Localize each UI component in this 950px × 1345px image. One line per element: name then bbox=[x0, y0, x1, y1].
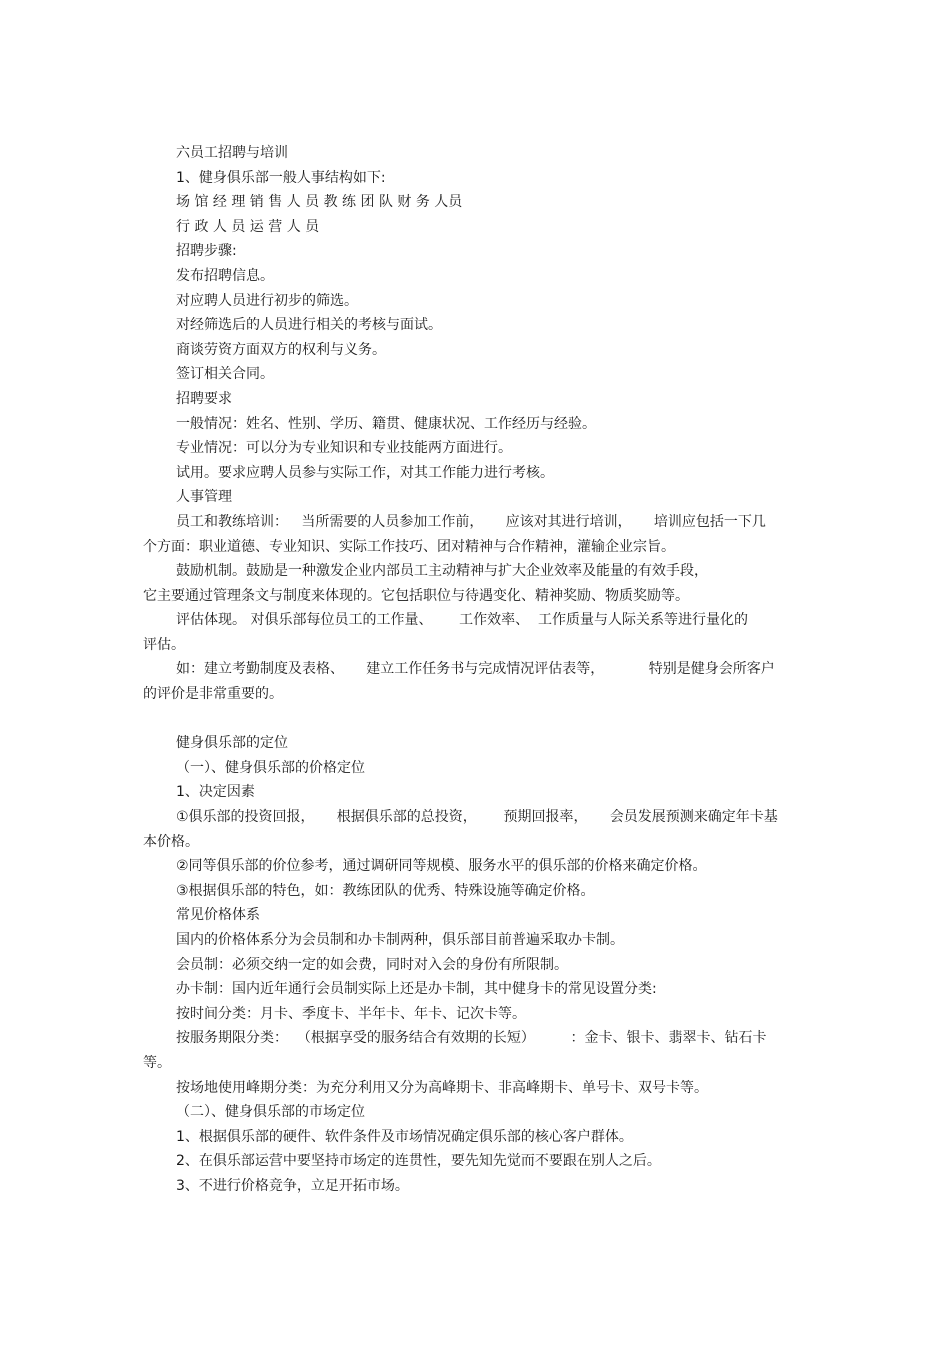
section-heading-positioning: 健身俱乐部的定位 bbox=[176, 735, 288, 752]
step-line: 商谈劳资方面双方的权利与义务。 bbox=[176, 341, 386, 358]
market-line: 2、在俱乐部运营中要坚持市场定的连贯性，要先知先觉而不要跟在别人之后。 bbox=[176, 1153, 661, 1170]
step-line: 签订相关合同。 bbox=[176, 366, 274, 383]
subheading-decision-factors: 1、决定因素 bbox=[176, 784, 255, 801]
factor-line1: ①俱乐部的投资回报， 根据俱乐部的总投资， 预期回报率， 会员发展预测来确定年卡基 bbox=[176, 809, 778, 826]
subheading-market-positioning: （二）、健身俱乐部的市场定位 bbox=[176, 1104, 365, 1121]
price-system-line: 国内的价格体系分为会员制和办卡制两种，俱乐部目前普遍采取办卡制。 bbox=[176, 932, 624, 948]
requirement-line: 试用。要求应聘人员参与实际工作，对其工作能力进行考核。 bbox=[176, 464, 554, 481]
paragraph-line: 1、健身俱乐部一般人事结构如下: bbox=[176, 169, 386, 186]
section-heading-recruitment: 六员工招聘与培训 bbox=[176, 145, 288, 161]
market-line: 3、不进行价格竞争，立足开拓市场。 bbox=[176, 1177, 409, 1194]
blank-line bbox=[143, 707, 803, 732]
paragraph-example-line2: 的评价是非常重要的。 bbox=[143, 686, 283, 703]
factor-line1-cont: 本价格。 bbox=[143, 833, 199, 850]
paragraph-evaluation-line1: 评估体现。 对俱乐部每位员工的工作量、 工作效率、 工作质量与人际关系等进行量化的 bbox=[176, 612, 749, 629]
subheading-hr-management: 人事管理 bbox=[176, 489, 232, 506]
requirement-line: 一般情况：姓名、性别、学历、籍贯、健康状况、工作经历与经验。 bbox=[176, 415, 596, 432]
factor-line2: ②同等俱乐部的价位参考，通过调研同等规模、服务水平的俱乐部的价格来确定价格。 bbox=[176, 858, 707, 875]
subheading-recruit-requirements: 招聘要求 bbox=[176, 390, 232, 407]
subheading-price-system: 常见价格体系 bbox=[176, 907, 260, 924]
structure-roles-line: 行 政 人 员 运 营 人 员 bbox=[176, 218, 320, 235]
paragraph-evaluation-line2: 评估。 bbox=[143, 636, 185, 653]
card-type-line-cont: 等。 bbox=[143, 1054, 171, 1071]
price-system-line: 办卡制：国内近年通行会员制实际上还是办卡制，其中健身卡的常见设置分类: bbox=[176, 981, 657, 998]
paragraph-training-line1: 员工和教练培训： 当所需要的人员参加工作前， 应该对其进行培训， 培训应包括一下几 bbox=[176, 513, 766, 530]
card-type-line: 按场地使用峰期分类：为充分利用又分为高峰期卡、非高峰期卡、单号卡、双号卡等。 bbox=[176, 1079, 708, 1096]
paragraph-incentive-line1: 鼓励机制。鼓励是一种激发企业内部员工主动精神与扩大企业效率及能量的有效手段， bbox=[176, 563, 708, 580]
paragraph-incentive-line2: 它主要通过管理条文与制度来体现的。它包括职位与待遇变化、精神奖励、物质奖励等。 bbox=[143, 587, 689, 604]
factor-line3: ③根据俱乐部的特色，如：教练团队的优秀、特殊设施等确定价格。 bbox=[176, 882, 595, 899]
document-body bbox=[143, 141, 803, 1199]
card-type-line: 按服务期限分类： （根据享受的服务结合有效期的长短） ：金卡、银卡、翡翠卡、钻石卡 bbox=[176, 1030, 767, 1047]
step-line: 对应聘人员进行初步的筛选。 bbox=[176, 292, 358, 309]
requirement-line: 专业情况：可以分为专业知识和专业技能两方面进行。 bbox=[176, 440, 512, 457]
paragraph-training-line2: 个方面：职业道德、专业知识、实际工作技巧、团对精神与合作精神，灌输企业宗旨。 bbox=[143, 538, 675, 555]
step-line: 对经筛选后的人员进行相关的考核与面试。 bbox=[176, 317, 442, 334]
card-type-line: 按时间分类：月卡、季度卡、半年卡、年卡、记次卡等。 bbox=[176, 1005, 526, 1022]
price-system-line: 会员制：必须交纳一定的如会费，同时对入会的身份有所限制。 bbox=[176, 956, 568, 973]
subheading-recruit-steps: 招聘步骤: bbox=[176, 243, 237, 260]
step-line: 发布招聘信息。 bbox=[176, 267, 274, 284]
market-line: 1、根据俱乐部的硬件、软件条件及市场情况确定俱乐部的核心客户群体。 bbox=[176, 1128, 633, 1145]
structure-roles-line: 场 馆 经 理 销 售 人 员 教 练 团 队 财 务 人员 bbox=[176, 194, 463, 211]
paragraph-example-line1: 如：建立考勤制度及表格、 建立工作任务书与完成情况评估表等， 特别是健身会所客户 bbox=[176, 661, 775, 678]
subheading-price-positioning: （一）、健身俱乐部的价格定位 bbox=[176, 759, 365, 776]
